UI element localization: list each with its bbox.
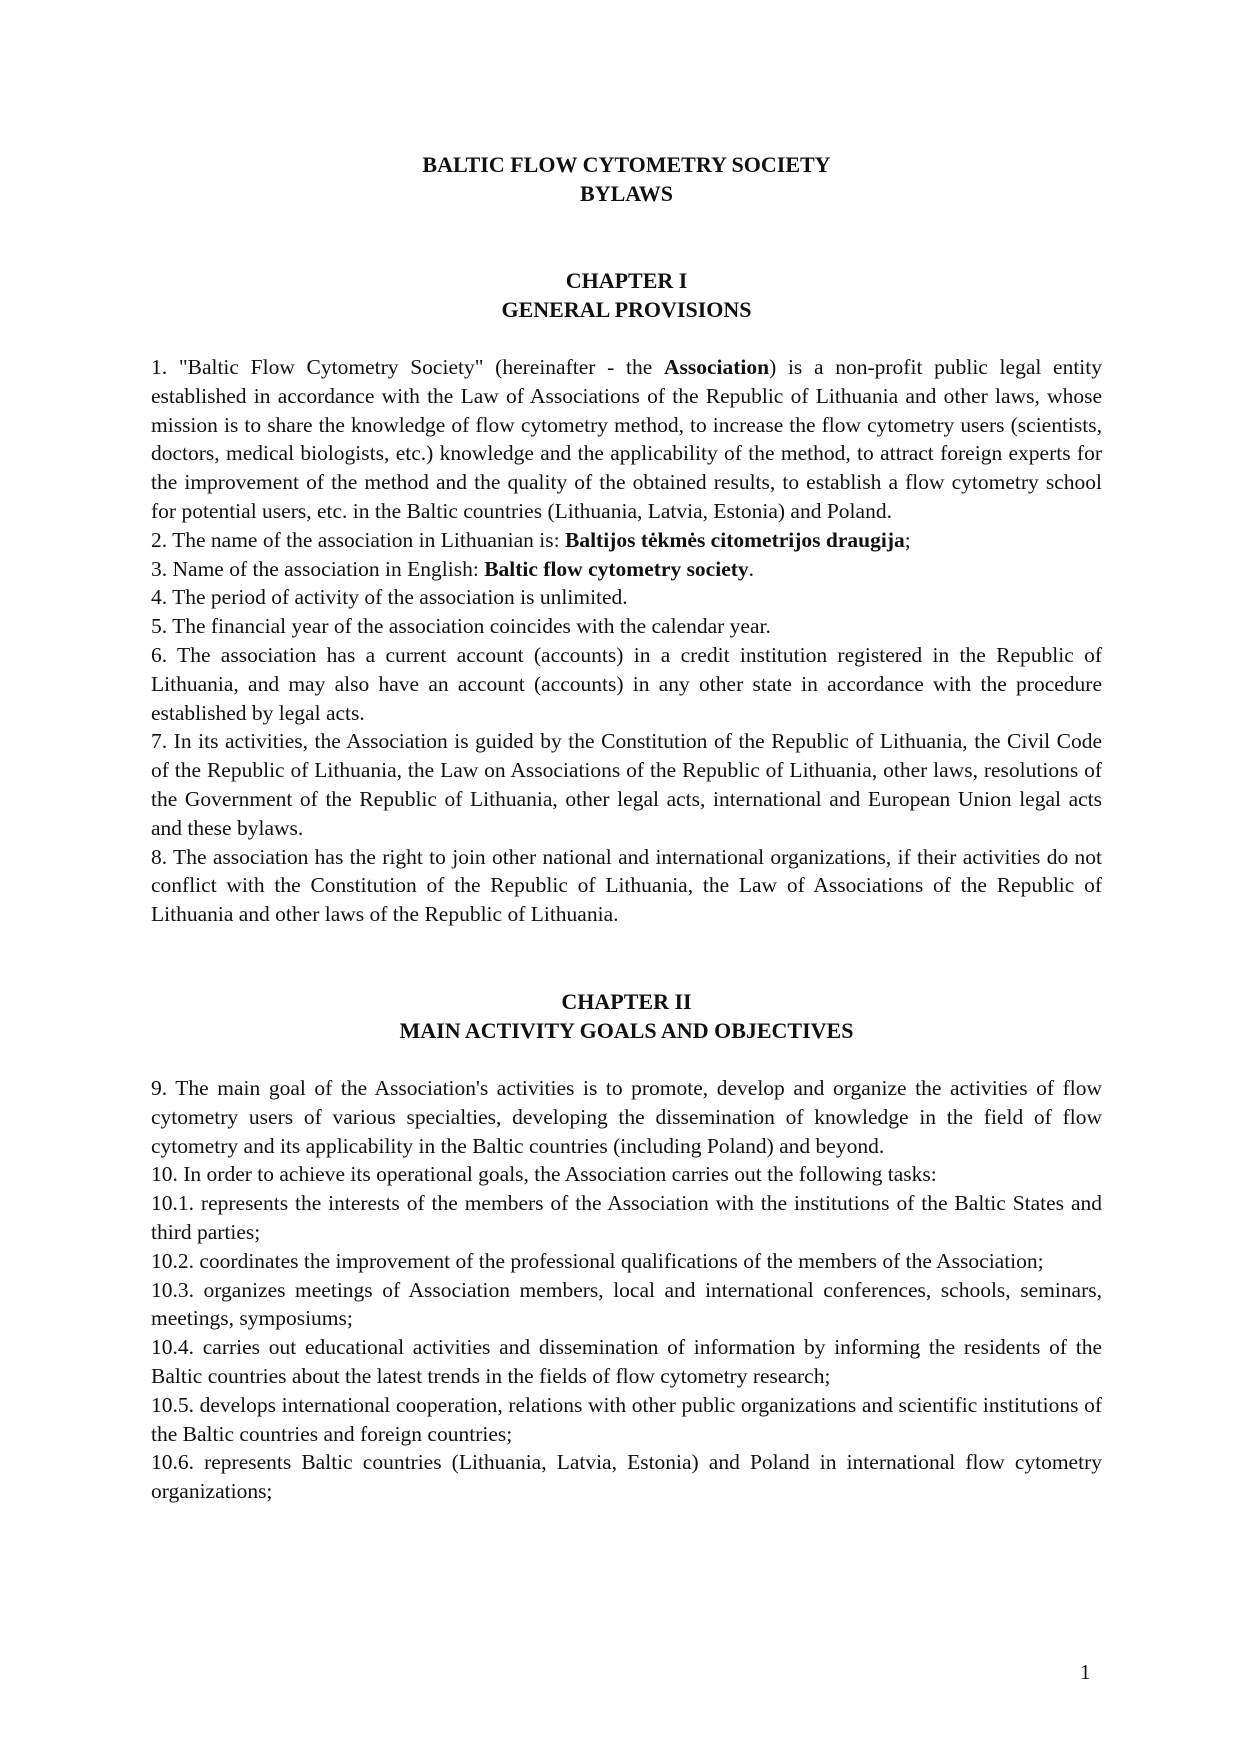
chapter-1-number: CHAPTER I [565,268,688,293]
paragraph-text: 10. In order to achieve its operational goals, the Association carries out the following tasks: [151,1162,937,1187]
document-page [151,150,1102,1506]
paragraph-text: 1. "Baltic Flow Cytometry Society" (hereinafter - the [151,355,664,379]
chapter-2-heading: MAIN ACTIVITY GOALS AND OBJECTIVES [399,1017,854,1043]
paragraph-text: 2. The name of the association in Lithuanian is: [151,527,565,552]
page-number: 1 [1080,1660,1091,1684]
paragraph-text: . [748,556,755,581]
paragraph-text: 7. In its activities, the Association is guided by the Constitution of the Republic of Lithuania, the Civil Code of the Republic of Lithuania, the Law on Associations of the Republic of Lithuania, other laws, resolutions of the Government of the Republic of Lithuania, other legal acts, international and European Union legal acts and these bylaws. [151,729,1102,840]
paragraph-text: 10.5. develops international cooperation, relations with other public organizations and scientific institutions of the Baltic countries and foreign countries; [151,1392,1102,1446]
paragraph [151,727,1102,842]
paragraph-text: ) is a non-profit public legal entity established in accordance with the Law of Associations of the Republic of Lithuania and other laws, whose mission is to share the knowledge of flow cytometry method, to increase the flow cytometry users (scientists, doctors, medical biologists, etc.) knowledge and the applicability of the method, to attract foreign experts for the improvement of the method and the quality of the obtained results, to establish a flow cytometry school for potential users, etc. in the Baltic countries (Lithuania, Latvia, Estonia) and Poland. [151,355,1102,523]
bold-term: Baltijos tėkmės citometrijos draugija [564,527,905,552]
chapter-1-body [151,353,1102,929]
paragraph [151,1448,1102,1506]
paragraph [151,612,1102,641]
paragraph [151,1276,1102,1334]
paragraph [151,583,1102,612]
paragraph-text: 4. The period of activity of the association is unlimited. [151,585,628,610]
paragraph-text: 10.1. represents the interests of the members of the Association with the institutions of the Baltic States and third parties; [151,1191,1102,1244]
bold-term: Association [663,355,770,379]
paragraph [151,641,1102,727]
paragraph-text: 3. Name of the association in English: [151,556,485,581]
chapter-1-heading: GENERAL PROVISIONS [501,297,752,322]
paragraph-text: 8. The association has the right to join other national and international organizations, if their activities do not conflict with the Constitution of the Republic of Lithuania, the Law of Associations of the Republic of Lithuania and other laws of the Republic of Lithuania. [151,844,1102,927]
paragraph [151,526,1102,555]
bold-term: Baltic flow cytometry society [484,556,749,581]
paragraph [151,555,1102,584]
paragraph [151,1391,1102,1449]
document-title: BALTIC FLOW CYTOMETRY SOCIETY [422,152,831,177]
chapter-2-number: CHAPTER II [561,988,692,1014]
paragraph-text: 10.3. organizes meetings of Association members, local and international conferences, schools, seminars, meetings, symposiums; [151,1277,1102,1331]
paragraph [151,1247,1102,1276]
paragraph-text: 10.2. coordinates the improvement of the professional qualifications of the members of the Association; [151,1248,1044,1273]
paragraph [151,1160,1102,1189]
paragraph [151,1333,1102,1391]
paragraph [151,353,1102,526]
document-subtitle: BYLAWS [580,181,673,206]
paragraph-text: 6. The association has a current account (accounts) in a credit institution registered in the Republic of Lithuania, and may also have an account (accounts) in any other state in accordance with the procedure established by legal acts. [151,642,1102,725]
paragraph-text: 10.6. represents Baltic countries (Lithuania, Latvia, Estonia) and Poland in international flow cytometry organizations; [151,1450,1102,1504]
paragraph-text: 9. The main goal of the Association's activities is to promote, develop and organize the activities of flow cytometry users of various specialties, developing the dissemination of knowledge in the field of flow cytometry and its applicability in the Baltic countries (including Poland) and beyond. [151,1075,1102,1158]
paragraph-text: 5. The financial year of the association coincides with the calendar year. [151,614,771,639]
paragraph-text: 10.4. carries out educational activities and dissemination of information by informing the residents of the Baltic countries about the latest trends in the fields of flow cytometry research; [151,1335,1102,1388]
paragraph [151,1189,1102,1247]
paragraph-text: ; [904,527,911,552]
chapter-2-body [151,1074,1102,1506]
paragraph [151,1074,1102,1160]
paragraph [151,843,1102,929]
